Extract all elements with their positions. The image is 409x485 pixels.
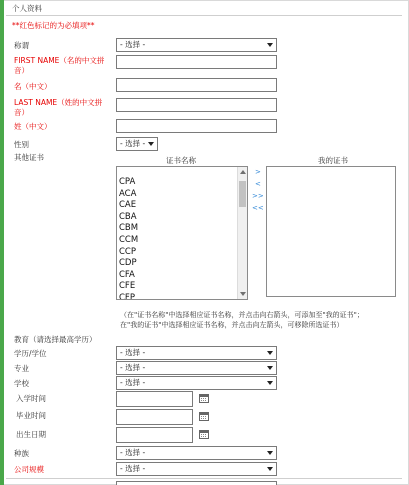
title-label: 称谓	[14, 41, 29, 50]
add-all-certificates-button[interactable]: >>	[252, 192, 264, 200]
chevron-down-icon	[267, 381, 273, 385]
degree-select-value: - 选择 -	[120, 348, 146, 357]
list-item[interactable]: CCP	[119, 246, 136, 257]
title-select[interactable]	[116, 38, 277, 52]
chevron-down-icon	[148, 142, 154, 146]
list-scrollbar[interactable]	[237, 167, 247, 299]
calendar-icon[interactable]	[199, 412, 209, 421]
last-name-label: 姓（中文）	[14, 122, 52, 131]
company-scale-select-value: - 选择 -	[120, 464, 146, 473]
ethnicity-select-value: - 选择 -	[120, 448, 146, 457]
list-item[interactable]: CBM	[119, 223, 139, 234]
calendar-icon[interactable]	[199, 394, 209, 403]
section-title: 个人资料	[12, 4, 42, 13]
required-note: **红色标记的为必填项**	[12, 21, 95, 30]
school-select-value: - 选择 -	[120, 378, 146, 387]
major-select-value: - 选择 -	[120, 363, 146, 372]
list-item[interactable]: CDP	[119, 258, 137, 269]
available-certificates-list[interactable]	[116, 166, 248, 300]
first-name-pinyin-input[interactable]	[116, 55, 277, 69]
list-item[interactable]: CFP	[119, 292, 135, 300]
list-item[interactable]: ACA	[119, 188, 137, 199]
add-certificate-button[interactable]: >	[255, 168, 261, 176]
ethnicity-label: 种族	[14, 449, 29, 458]
graduate-date-label: 毕业时间	[16, 411, 46, 420]
certificates-help-line-2: 在"我的证书"中选择相应证书名称，并点击向左箭头，可移除所选证书）	[120, 321, 344, 329]
list-item[interactable]: CFE	[119, 281, 136, 292]
major-select[interactable]	[116, 361, 277, 375]
degree-select[interactable]	[116, 346, 277, 360]
scroll-up-arrow-icon[interactable]	[240, 170, 246, 174]
birth-date-input[interactable]	[116, 427, 193, 443]
scroll-thumb[interactable]	[239, 181, 246, 207]
ethnicity-select[interactable]	[116, 446, 277, 460]
first-name-pinyin-label-2: 音）	[14, 66, 29, 75]
list-item[interactable]: CAE	[119, 200, 137, 211]
company-scale-select[interactable]	[116, 462, 277, 476]
certificates-help-line-1: （在"证书名称"中选择相应证书名称，并点击向右箭头，可添加至"我的证书"；	[120, 311, 364, 319]
chevron-down-icon	[267, 351, 273, 355]
birth-date-label: 出生日期	[16, 430, 46, 439]
graduate-date-input[interactable]	[116, 409, 193, 425]
school-select[interactable]	[116, 376, 277, 390]
list-item[interactable]: CFA	[119, 269, 135, 280]
gender-label: 性别	[14, 140, 29, 149]
last-name-pinyin-label-1: LAST NAME（姓的中文拼	[14, 98, 103, 107]
gender-select-value: - 选择 -	[120, 139, 146, 148]
degree-label: 学历/学位	[14, 349, 47, 358]
remove-certificate-button[interactable]: <	[255, 180, 261, 188]
last-name-pinyin-input[interactable]	[116, 98, 277, 112]
major-label: 专业	[14, 364, 29, 373]
education-heading: 教育（请选择最高学历）	[14, 335, 97, 344]
chevron-down-icon	[267, 451, 273, 455]
enroll-date-label: 入学时间	[16, 394, 46, 403]
calendar-icon[interactable]	[199, 430, 209, 439]
certificates-label: 其他证书	[14, 153, 44, 162]
first-name-label: 名（中文）	[14, 82, 52, 91]
company-scale-label: 公司规模	[14, 465, 44, 474]
first-name-pinyin-label-1: FIRST NAME（名的中文拼	[14, 56, 105, 65]
chevron-down-icon	[267, 467, 273, 471]
chevron-down-icon	[267, 366, 273, 370]
list-item[interactable]: CCM	[119, 234, 139, 245]
first-name-input[interactable]	[116, 78, 277, 92]
enroll-date-input[interactable]	[116, 391, 193, 407]
next-select-partial[interactable]	[116, 481, 277, 485]
list-item[interactable]: CPA	[119, 177, 136, 187]
remove-all-certificates-button[interactable]: <<	[252, 204, 264, 212]
certificate-items	[117, 167, 247, 300]
school-label: 学校	[14, 379, 29, 388]
bottom-divider	[6, 478, 402, 479]
my-certificates-header: 我的证书	[318, 156, 348, 165]
scroll-down-arrow-icon[interactable]	[240, 292, 246, 296]
available-certificates-header: 证书名称	[166, 156, 196, 165]
chevron-down-icon	[267, 43, 273, 47]
left-accent-bar	[0, 0, 4, 485]
last-name-input[interactable]	[116, 119, 277, 133]
section-divider	[6, 15, 402, 16]
last-name-pinyin-label-2: 音）	[14, 108, 29, 117]
title-select-value: - 选择 -	[120, 40, 146, 49]
my-certificates-list[interactable]	[266, 166, 396, 297]
list-item[interactable]: CBA	[119, 211, 137, 222]
gender-select[interactable]	[116, 137, 158, 151]
